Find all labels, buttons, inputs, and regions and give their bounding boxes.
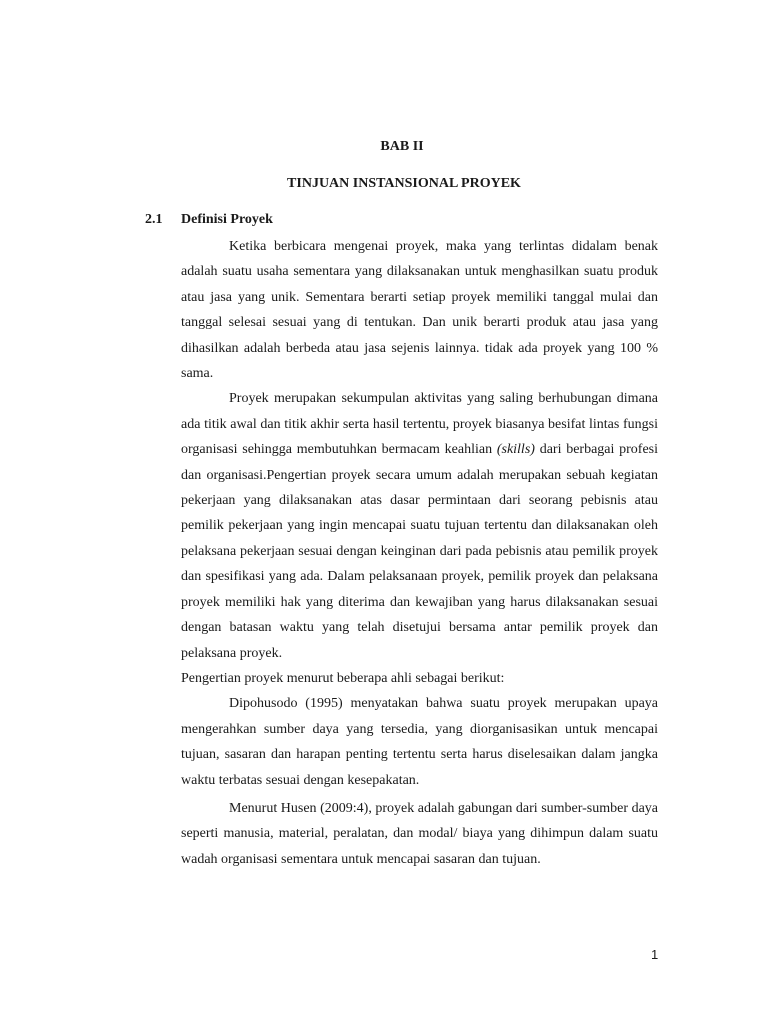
skills-term: (skills) (496, 442, 535, 458)
paragraph-2 (181, 386, 658, 665)
paragraph-4: Dipohusodo (1995) menyatakan bahwa suatu proyek merupakan upaya mengerahkan sumber daya yang tersedia, yang diorganisasikan untuk mencapai tujuan, sasaran dan harapan penting tertentu serta harus diselesaikan dalam jangka waktu terbatas sesuai dengan kesepakatan. (181, 696, 658, 788)
section-number: 2.1 (145, 212, 163, 227)
body-text (181, 234, 658, 872)
page-number: 1 (651, 947, 659, 962)
paragraph-3: Pengertian proyek menurut beberapa ahli sebagai berikut: (181, 670, 505, 686)
chapter-label: BAB II (380, 139, 424, 154)
paragraph-2-text-start: Proyek merupakan sekumpulan aktivitas yang saling berhubungan dimana ada titik awal dan titik akhir serta hasil tertentu, proyek biasanya besifat lintas fungsi organisasi sehingga membutuhkan bermacam keahlian (181, 391, 658, 458)
paragraph-1: Ketika berbicara mengenai proyek, maka yang terlintas didalam benak adalah suatu usaha sementara yang dilaksanakan untuk menghasilkan suatu produk atau jasa yang unik. Sementara berarti setiap proyek memiliki tanggal mulai dan tanggal selesai sesuai yang di tentukan. Dan unik berarti produk atau jasa yang dihasilkan adalah berbeda atau jasa sejenis lainnya. tidak ada proyek yang 100 % sama. (181, 239, 658, 382)
paragraph-5: Menurut Husen (2009:4), proyek adalah gabungan dari sumber-sumber daya seperti manusia, material, peralatan, dan modal/ biaya yang dihimpun dalam suatu wadah organisasi sementara untuk mencapai sasaran dan tujuan. (181, 800, 658, 867)
section-title: Definisi Proyek (181, 212, 273, 227)
section-heading (145, 212, 273, 228)
chapter-title: TINJUAN INSTANSIONAL PROYEK (287, 176, 521, 191)
paragraph-2-text-end: dari berbagai profesi dan organisasi.Pengertian proyek secara umum adalah merupakan sebuah kegiatan pekerjaan yang dilaksanakan atas dasar permintaan dari seorang pebisnis atau pemilik pekerjaan yang ingin mencapai suatu tujuan tertentu dan dilaksanakan oleh pelaksana pekerjaan sesuai dengan keinginan dari pada pebisnis atau pemilik proyek dan spesifikasi yang ada. Dalam pelaksanaan proyek, pemilik proyek dan pelaksana proyek memiliki hak yang diterima dan kewajiban yang harus dilaksanakan sesuai dengan batasan waktu yang telah disetujui bersama antar pemilik proyek dan pelaksana proyek. (181, 442, 659, 661)
